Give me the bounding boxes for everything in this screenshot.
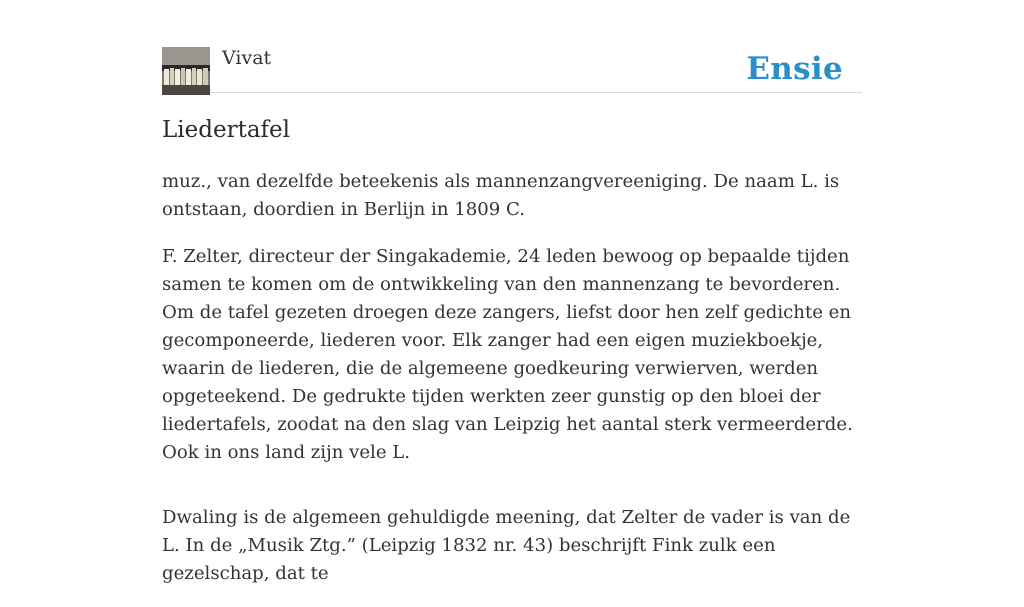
header	[162, 0, 862, 93]
article-body	[162, 168, 862, 607]
avatar[interactable]	[162, 47, 210, 95]
book-spines-icon	[162, 47, 210, 95]
paragraph: muz., van dezelfde beteekenis als mannenzangvereeniging. De naam L. is ontstaan, doordien in Berlijn in 1809 C.	[162, 171, 840, 220]
page-title: Liedertafel	[162, 117, 291, 143]
brand-logo[interactable]: Ensie	[746, 51, 843, 87]
author-name[interactable]: Vivat	[222, 47, 272, 69]
paragraph: Dwaling is de algemeen gehuldigde meening, dat Zelter de vader is van de L. In de „Musik Ztg.” (Leipzig 1832 nr. 43) beschrijft Fink zulk een gezelschap, dat te	[162, 507, 851, 584]
article-page	[162, 0, 862, 584]
paragraph: F. Zelter, directeur der Singakademie, 24 leden bewoog op bepaalde tijden samen te komen om de ontwikkeling van den mannenzang te bevorderen. Om de tafel gezeten droegen deze zangers, liefst door hen zelf gedichte en gecomponeerde, liederen voor. Elk zanger had een eigen muziekboekje, waarin de liederen, die de algemeene goedkeuring verwierven, werden opgeteekend. De gedrukte tijden werkten zeer gunstig op den bloei der liedertafels, zoodat na den slag van Leipzig het aantal sterk vermeerderde. Ook in ons land zijn vele L.	[162, 246, 853, 463]
